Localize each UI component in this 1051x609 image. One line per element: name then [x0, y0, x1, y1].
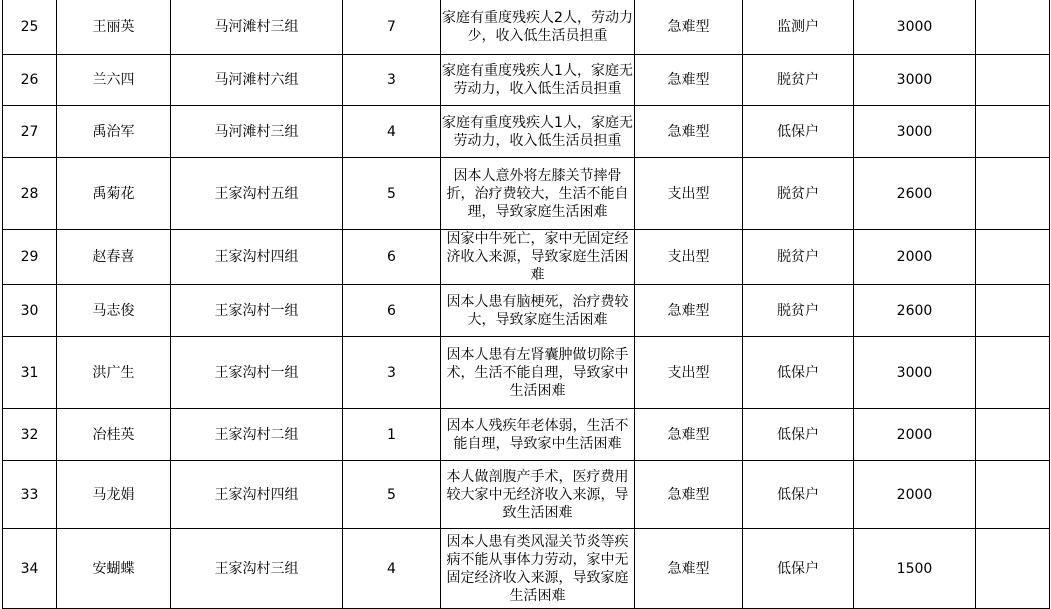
assistance-type: 支出型	[635, 158, 743, 230]
recipient-name: 马志俊	[57, 285, 171, 337]
table-row	[3, 409, 1050, 461]
table-row	[3, 337, 1050, 409]
recipient-name: 安蝴蝶	[57, 529, 171, 609]
remark-cell	[976, 285, 1050, 337]
table-row	[3, 529, 1050, 609]
family-size: 6	[343, 285, 441, 337]
row-number: 33	[3, 461, 57, 529]
family-size: 6	[343, 230, 441, 285]
assistance-amount: 3000	[854, 55, 976, 106]
remark-cell	[976, 106, 1050, 158]
hardship-reason: 本人做剖腹产手术，医疗费用较大家中无经济收入来源，导致生活困难	[441, 461, 635, 529]
household-category: 低保户	[743, 461, 854, 529]
hardship-reason: 因本人患有类风湿关节炎等疾病不能从事体力劳动，家中无固定经济收入来源，导致家庭生活困难	[441, 529, 635, 609]
assistance-amount: 3000	[854, 106, 976, 158]
household-category: 低保户	[743, 529, 854, 609]
household-category: 脱贫户	[743, 285, 854, 337]
hardship-reason: 因本人患有左肾囊肿做切除手术，生活不能自理，导致家中生活困难	[441, 337, 635, 409]
row-number: 25	[3, 0, 57, 55]
recipient-name: 赵春喜	[57, 230, 171, 285]
assistance-table	[2, 0, 1050, 609]
family-size: 5	[343, 158, 441, 230]
assistance-amount: 2000	[854, 461, 976, 529]
household-category: 脱贫户	[743, 158, 854, 230]
village-group: 马河滩村六组	[171, 55, 343, 106]
family-size: 3	[343, 55, 441, 106]
household-category: 脱贫户	[743, 230, 854, 285]
household-category: 低保户	[743, 106, 854, 158]
table-row	[3, 0, 1050, 55]
assistance-type: 急难型	[635, 285, 743, 337]
table-row	[3, 461, 1050, 529]
row-number: 26	[3, 55, 57, 106]
assistance-type: 急难型	[635, 106, 743, 158]
assistance-amount: 2600	[854, 285, 976, 337]
recipient-name: 王丽英	[57, 0, 171, 55]
family-size: 4	[343, 529, 441, 609]
village-group: 王家沟村二组	[171, 409, 343, 461]
recipient-name: 兰六四	[57, 55, 171, 106]
family-size: 4	[343, 106, 441, 158]
table-body	[3, 0, 1050, 609]
recipient-name: 马龙娟	[57, 461, 171, 529]
assistance-amount: 1500	[854, 529, 976, 609]
remark-cell	[976, 158, 1050, 230]
hardship-reason: 家庭有重度残疾人1人，家庭无劳动力，收入低生活员担重	[441, 55, 635, 106]
hardship-reason: 家庭有重度残疾人1人，家庭无劳动力，收入低生活员担重	[441, 106, 635, 158]
household-category: 监测户	[743, 0, 854, 55]
assistance-amount: 3000	[854, 337, 976, 409]
recipient-name: 冶桂英	[57, 409, 171, 461]
row-number: 32	[3, 409, 57, 461]
row-number: 27	[3, 106, 57, 158]
table-row	[3, 230, 1050, 285]
row-number: 31	[3, 337, 57, 409]
family-size: 1	[343, 409, 441, 461]
assistance-type: 急难型	[635, 409, 743, 461]
remark-cell	[976, 230, 1050, 285]
row-number: 28	[3, 158, 57, 230]
village-group: 王家沟村一组	[171, 337, 343, 409]
table-row	[3, 106, 1050, 158]
recipient-name: 禹菊花	[57, 158, 171, 230]
recipient-name: 禹治军	[57, 106, 171, 158]
hardship-reason: 因本人患有脑梗死，治疗费较大，导致家庭生活困难	[441, 285, 635, 337]
row-number: 29	[3, 230, 57, 285]
village-group: 马河滩村三组	[171, 106, 343, 158]
row-number: 34	[3, 529, 57, 609]
assistance-amount: 3000	[854, 0, 976, 55]
row-number: 30	[3, 285, 57, 337]
assistance-type: 急难型	[635, 461, 743, 529]
table-row	[3, 285, 1050, 337]
assistance-type: 支出型	[635, 337, 743, 409]
table-row	[3, 158, 1050, 230]
village-group: 马河滩村三组	[171, 0, 343, 55]
village-group: 王家沟村四组	[171, 230, 343, 285]
assistance-amount: 2600	[854, 158, 976, 230]
village-group: 王家沟村四组	[171, 461, 343, 529]
remark-cell	[976, 55, 1050, 106]
family-size: 3	[343, 337, 441, 409]
remark-cell	[976, 409, 1050, 461]
assistance-type: 支出型	[635, 230, 743, 285]
remark-cell	[976, 529, 1050, 609]
hardship-reason: 因本人残疾年老体弱，生活不能自理，导致家中生活困难	[441, 409, 635, 461]
remark-cell	[976, 461, 1050, 529]
hardship-reason: 家庭有重度残疾人2人，劳动力少，收入低生活员担重	[441, 0, 635, 55]
remark-cell	[976, 0, 1050, 55]
table-row	[3, 55, 1050, 106]
assistance-type: 急难型	[635, 55, 743, 106]
village-group: 王家沟村三组	[171, 529, 343, 609]
hardship-reason: 因本人意外将左膝关节摔骨折，治疗费较大，生活不能自理，导致家庭生活困难	[441, 158, 635, 230]
remark-cell	[976, 337, 1050, 409]
household-category: 低保户	[743, 337, 854, 409]
assistance-amount: 2000	[854, 409, 976, 461]
assistance-amount: 2000	[854, 230, 976, 285]
assistance-type: 急难型	[635, 529, 743, 609]
village-group: 王家沟村一组	[171, 285, 343, 337]
household-category: 低保户	[743, 409, 854, 461]
family-size: 5	[343, 461, 441, 529]
assistance-type: 急难型	[635, 0, 743, 55]
village-group: 王家沟村五组	[171, 158, 343, 230]
recipient-name: 洪广生	[57, 337, 171, 409]
household-category: 脱贫户	[743, 55, 854, 106]
family-size: 7	[343, 0, 441, 55]
hardship-reason: 因家中牛死亡，家中无固定经济收入来源，导致家庭生活困难	[441, 230, 635, 285]
